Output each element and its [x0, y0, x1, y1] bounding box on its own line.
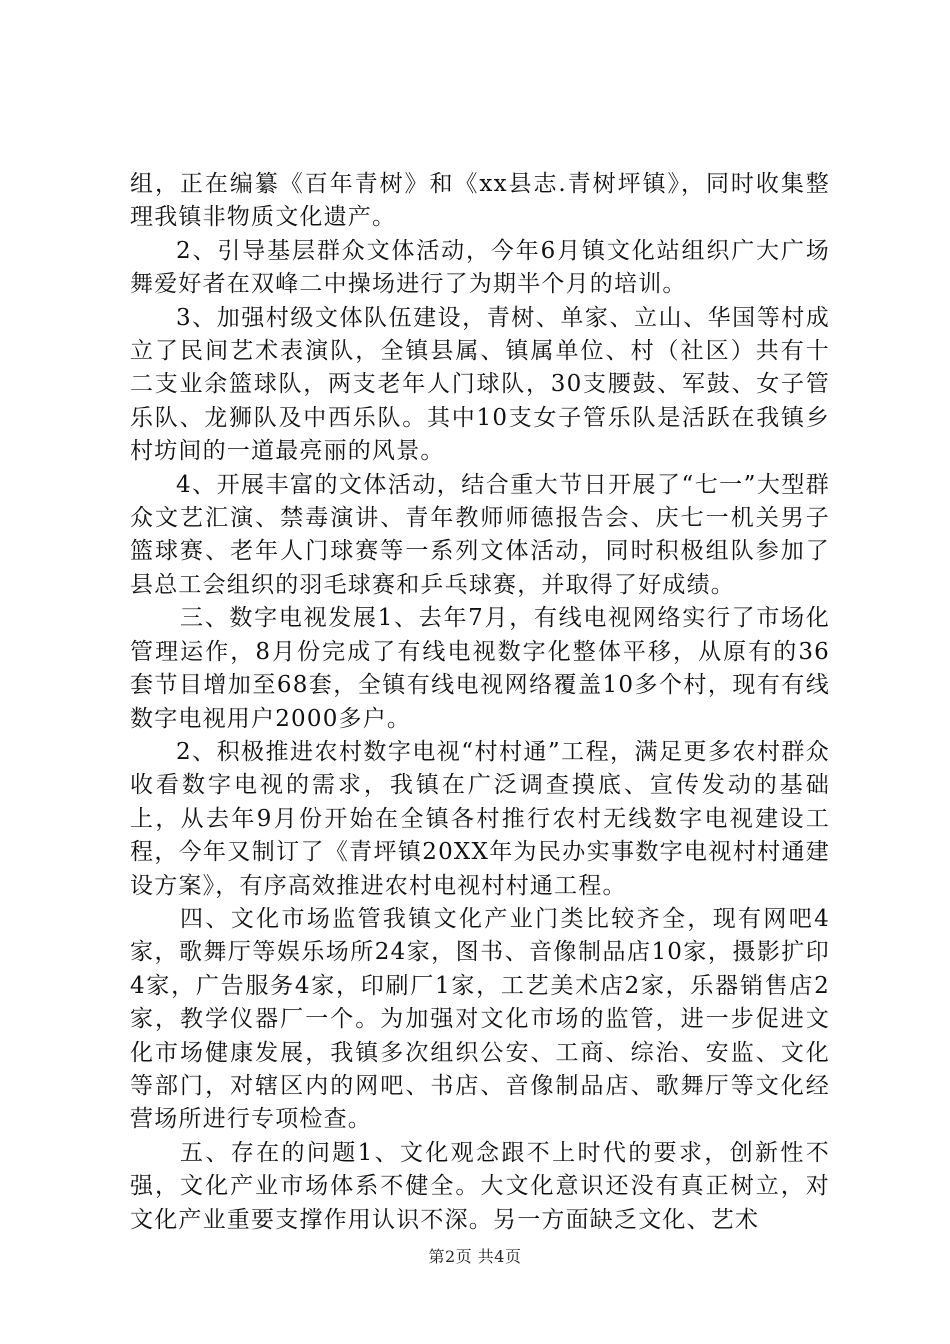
- paragraph-digital-tv: 三、数字电视发展1、去年7月，有线电视网络实行了市场化管理运作，8月份完成了有线电视数字化整体平移，从原有的36套节目增加至68套，全镇有线电视网络覆盖10多个村，现有有线数字电视用户2000多户。: [130, 605, 830, 732]
- document-body: [130, 168, 830, 1237]
- paragraph-village-tv-project: 2、积极推进农村数字电视“村村通”工程，满足更多农村群众收看数字电视的需求，我镇在广泛调查摸底、宣传发动的基础上，从去年9月份开始在全镇各村推行农村无线数字电视建设工程，今年又制订了《青坪镇20XX年为民办实事数字电视村村通建设方案》，有序高效推进农村电视村村通工程。: [130, 738, 830, 899]
- paragraph-village-teams: 3、加强村级文体队伍建设，青树、单家、立山、华国等村成立了民间艺术表演队，全镇县属、镇属单位、村（社区）共有十二支业余篮球队，两支老年人门球队，30支腰鼓、军鼓、女子管乐队、龙狮队及中西乐队。其中10支女子管乐队是活跃在我镇乡村坊间的一道最亮丽的风景。: [130, 304, 830, 465]
- page-number-footer: 第2页 共4页: [428, 1247, 522, 1266]
- paragraph-continuation: 组，正在编纂《百年青树》和《xx县志.青树坪镇》，同时收集整理我镇非物质文化遗产。: [130, 171, 830, 231]
- paragraph-cultural-events: 4、开展丰富的文体活动，结合重大节日开展了“七一”大型群众文艺汇演、禁毒演讲、青年教师师德报告会、庆七一机关男子篮球赛、老年人门球赛等一系列文体活动，同时积极组队参加了县总工会组织的羽毛球赛和乒乓球赛，并取得了好成绩。: [130, 471, 830, 598]
- paragraph-existing-problems: 五、存在的问题1、文化观念跟不上时代的要求，创新性不强，文化产业市场体系不健全。大文化意识还没有真正树立，对文化产业重要支撑作用认识不深。另一方面缺乏文化、艺术: [130, 1139, 830, 1233]
- paragraph-market-supervision: 四、文化市场监管我镇文化产业门类比较齐全，现有网吧4家，歌舞厅等娱乐场所24家，图书、音像制品店10家，摄影扩印4家，广告服务4家，印刷厂1家，工艺美术店2家，乐器销售店2家，教学仪器厂一个。为加强对文化市场的监管，进一步促进文化市场健康发展，我镇多次组织公安、工商、综治、安监、文化等部门，对辖区内的网吧、书店、音像制品店、歌舞厅等文化经营场所进行专项检查。: [130, 905, 830, 1133]
- paragraph-folk-activities: 2、引导基层群众文体活动，今年6月镇文化站组织广大广场舞爱好者在双峰二中操场进行了为期半个月的培训。: [130, 237, 830, 298]
